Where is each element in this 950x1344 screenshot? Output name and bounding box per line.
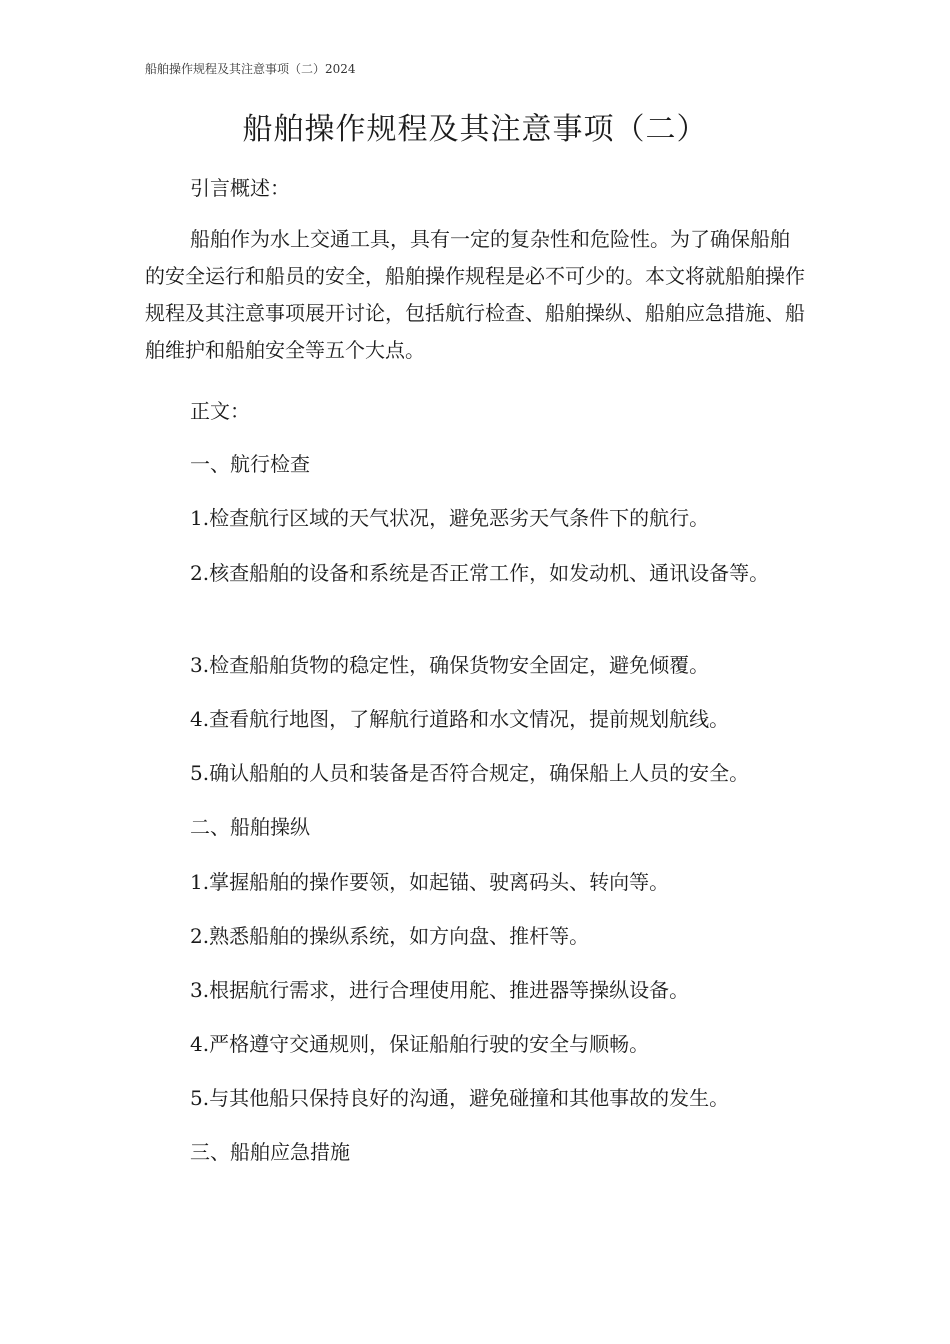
list-item: 1.掌握船舶的操作要领，如起锚、驶离码头、转向等。 — [190, 870, 670, 894]
intro-heading: 引言概述： — [190, 176, 290, 200]
intro-paragraph: 船舶作为水上交通工具，具有一定的复杂性和危险性。为了确保船舶的安全运行和船员的安全，船舶操作规程是必不可少的。本文将就船舶操作规程及其注意事项展开讨论，包括航行检查、船舶操纵、船舶应急措施、船舶维护和船舶安全等五个大点。 — [145, 227, 805, 362]
document-title: 船舶操作规程及其注意事项（二） — [242, 112, 708, 147]
running-header: 船舶操作规程及其注意事项（二）2024 — [145, 62, 356, 76]
list-item: 2.熟悉船舶的操纵系统，如方向盘、推杆等。 — [190, 924, 590, 948]
section-heading: 三、船舶应急措施 — [190, 1140, 350, 1164]
list-item: 1.检查航行区域的天气状况，避免恶劣天气条件下的航行。 — [190, 506, 710, 530]
section-heading: 一、航行检查 — [190, 452, 310, 476]
list-item: 2.核查船舶的设备和系统是否正常工作，如发动机、通讯设备等。 — [190, 561, 770, 585]
list-item: 5.确认船舶的人员和装备是否符合规定，确保船上人员的安全。 — [190, 761, 750, 785]
list-item: 5.与其他船只保持良好的沟通，避免碰撞和其他事故的发生。 — [190, 1086, 730, 1110]
list-item: 3.检查船舶货物的稳定性，确保货物安全固定，避免倾覆。 — [190, 653, 710, 677]
list-item: 4.查看航行地图，了解航行道路和水文情况，提前规划航线。 — [190, 707, 730, 731]
section-heading: 二、船舶操纵 — [190, 815, 310, 839]
body-heading: 正文： — [190, 399, 250, 423]
list-item: 4.严格遵守交通规则，保证船舶行驶的安全与顺畅。 — [190, 1032, 650, 1056]
list-item: 3.根据航行需求，进行合理使用舵、推进器等操纵设备。 — [190, 978, 690, 1002]
